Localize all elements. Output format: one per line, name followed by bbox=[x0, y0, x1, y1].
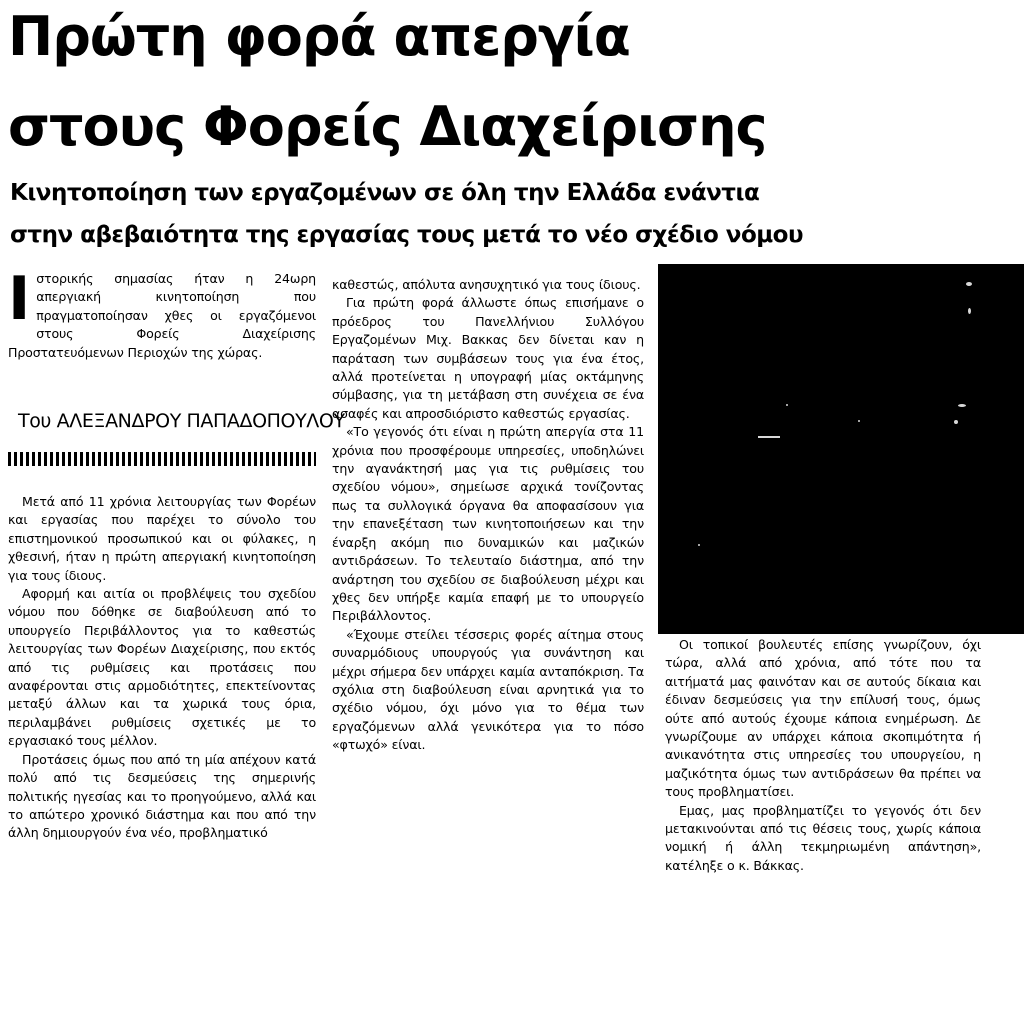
drop-cap: Ι bbox=[8, 264, 31, 334]
lead-text: στορικής σημασίας ήταν η 24ωρη απεργιακή κινητοποίηση που πραγματοποίησαν χθες οι εργαζόμενοι στους Φορείς Διαχείρισης Προστατευόμενων Περιοχών της χώρας. bbox=[8, 271, 316, 360]
photo-speck bbox=[758, 436, 780, 438]
headline-line-2: στους Φορείς Διαχείρισης bbox=[8, 95, 767, 158]
decorative-divider bbox=[8, 452, 316, 466]
article-photo bbox=[658, 264, 1024, 634]
column3-paragraph: Οι τοπικοί βουλευτές επίσης γνωρίζουν, όχι τώρα, αλλά από χρόνια, από τότε που τα αιτήματά μας φαινόταν και σε αυτούς δίκαια και έδιναν δεσμεύσεις για την επίλυσή τους, όμως ούτε από αυτούς έχουμε κάποια ενημέρωση. Δε γνωρίζουμε αν υπάρχει κάποια σκοπιμότητα ή ανικανότητα στις υπηρεσίες του υπουργείου, η μαζικότητα όμως των αντιδράσεων θα πρέπει να τους προβληματίσει. bbox=[665, 637, 981, 800]
column2-paragraph: Για πρώτη φορά άλλωστε όπως επισήμανε ο πρόεδρος του Πανελλήνιου Συλλόγου Εργαζομένων Μιχ. Βακκας δεν δίνεται καν η παράταση των συμβάσεων τους για ένα έτος, αλλά προτείνεται η υπογραφή μίας οκτάμηνης σύμβασης, για τη μετάβαση στη συνέχεια σε ένα ασαφές και απροσδιόριστο καθεστώς εργασίας. bbox=[332, 295, 644, 421]
lead-paragraph bbox=[8, 264, 316, 362]
photo-speck bbox=[698, 544, 700, 546]
column2-paragraph: «Το γεγονός ότι είναι η πρώτη απεργία στα 11 χρόνια που προσφέρουμε υπηρεσίες, υποδηλώνει την αγανάκτησή μας για τις ρυθμίσεις του σχεδίου νόμου», σημείωσε αρχικά τονίζοντας πως τα συλλογικά όργανα θα αποφασίσουν για την επανεξέταση των κινητοποιήσεων και την έναρξη ακόμη πιο δυναμικών και μαζικών αντιδράσεων. Το τελευταίο διάστημα, από την ανάρτηση του σχεδίου σε διαβούλευση μέχρι και χθες δεν υπήρξε καμία επαφή με το υπουργείο Περιβάλλοντος. bbox=[332, 424, 644, 624]
photo-speck bbox=[858, 420, 860, 422]
subheadline-line-1: Κινητοποίηση των εργαζομένων σε όλη την Ελλάδα ενάντια bbox=[10, 180, 760, 206]
column3-paragraph: Εμας, μας προβληματίζει το γεγονός ότι δεν μετακινούνται από τις θέσεις τους, χωρίς κάποια νομική ή άλλη τεκμηριωμένη απάντηση», κατέληξε ο κ. Βάκκας. bbox=[665, 802, 981, 873]
photo-speck bbox=[954, 420, 958, 424]
column1-paragraph: Αφορμή και αιτία οι προβλέψεις του σχεδίου νόμου που δόθηκε σε διαβούλευση από το υπουργείο Περιβάλλοντος για το καθεστώς λειτουργίας των Φορέων Διαχείρισης, που εκτός από τις ρυθμίσεις και προτάσεις που αναφέρονται στις αρμοδιότητες, επεκτείνοντας μεταξύ άλλων και τα χωρικά τους όρια, περιλαμβάνει ρυθμίσεις σχετικές με το εργασιακό τους μέλλον. bbox=[8, 586, 316, 749]
article-column-2 bbox=[332, 276, 644, 755]
photo-speck bbox=[968, 308, 971, 314]
column2-paragraph: καθεστώς, απόλυτα ανησυχητικό για τους ίδιους. bbox=[332, 277, 641, 292]
photo-speck bbox=[958, 404, 966, 407]
headline-line-1: Πρώτη φορά απεργία bbox=[8, 5, 630, 68]
subheadline-line-2: στην αβεβαιότητα της εργασίας τους μετά το νέο σχέδιο νόμου bbox=[10, 222, 803, 248]
lead-paragraph-block bbox=[8, 264, 316, 362]
article-column-3 bbox=[665, 636, 981, 875]
photo-speck bbox=[966, 282, 972, 286]
byline: Του ΑΛΕΞΑΝΔΡΟΥ ΠΑΠΑΔΟΠΟΥΛΟΥ bbox=[18, 410, 345, 432]
column1-paragraph: Προτάσεις όμως που από τη μία απέχουν κατά πολύ από τις δεσμεύσεις της σημερινής πολιτικής ηγεσίας και το προηγούμενο, αλλά και το απώτερο χρονικό διάστημα και που από την άλλη δημιουργούν ένα νέο, προβληματικό bbox=[8, 751, 316, 841]
column1-paragraph: Μετά από 11 χρόνια λειτουργίας των Φορέων και εργασίας που παρέχει το σύνολο του επιστημονικού προσωπικού και οι φύλακες, η χθεσινή, ήταν η πρώτη απεργιακή κινητοποίηση για τους ίδιους. bbox=[8, 494, 316, 583]
article-column-1 bbox=[8, 493, 316, 843]
column2-paragraph: «Έχουμε στείλει τέσσερις φορές αίτημα στους συναρμόδιους υπουργούς για συνάντηση και μέχρι σήμερα δεν υπάρχει καμία ανταπόκριση. Τα σχόλια στη διαβούλευση είναι αρνητικά για το σχέδιο νόμου, όχι μόνο για το θέμα των εργαζόμενων αλλά γενικότερα για το πόσο «φτωχό» είναι. bbox=[332, 626, 644, 753]
photo-speck bbox=[786, 404, 788, 406]
